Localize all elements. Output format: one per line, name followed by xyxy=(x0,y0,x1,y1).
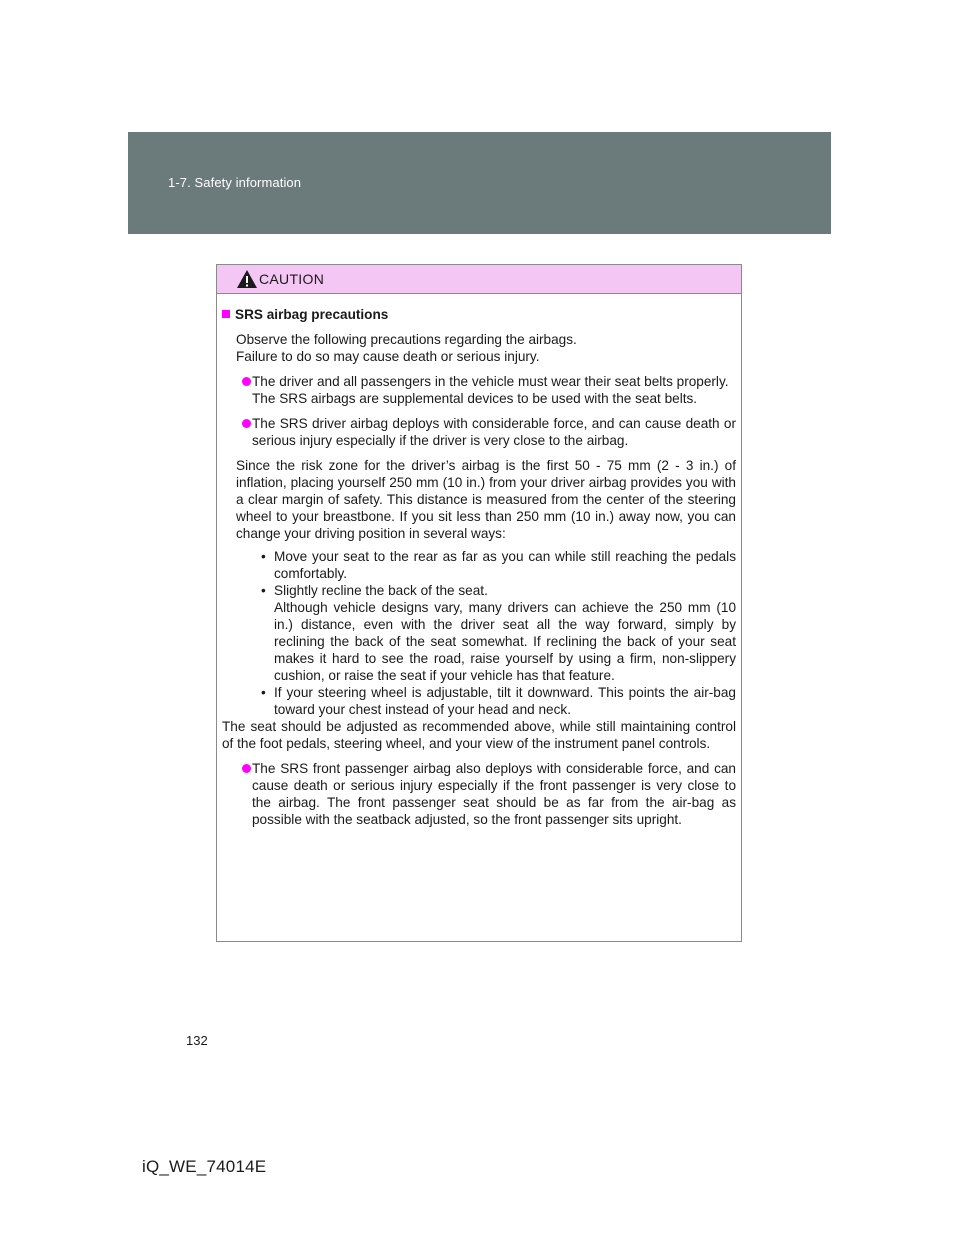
dot-bullet-icon: • xyxy=(261,583,266,598)
passenger-airbag-bullet xyxy=(222,760,736,828)
section-header-band xyxy=(128,132,831,234)
intro-line: Failure to do so may cause death or serious injury. xyxy=(236,349,540,364)
precautions-heading xyxy=(222,306,736,323)
warning-triangle-icon xyxy=(236,269,258,289)
bullet-text: The driver and all passengers in the vehicle must wear their seat belts properly. xyxy=(252,374,729,389)
dot-bullet-icon: • xyxy=(261,549,266,564)
precautions-heading-text: SRS airbag precautions xyxy=(235,307,389,322)
risk-zone-paragraph: Since the risk zone for the driver’s airbag is the first 50 - 75 mm (2 - 3 in.) of inflation, placing yourself 250 mm (10 in.) from your driver airbag provides you with a clear margin of safety. This distance is measured from the center of the steering wheel to your breastbone. If you sit less than 250 mm (10 in.) away now, you can change your driving position in several ways: xyxy=(236,458,736,541)
caution-header xyxy=(217,265,741,294)
driver-airbag-bullet xyxy=(222,415,736,449)
bullet-text: The SRS front passenger airbag also deploys with considerable force, and can cause death or serious injury especially if the front passenger is very close to the airbag. The front passenger seat should be as far from the air-bag as possible with the seatback adjusted, so the front passenger sits upright. xyxy=(252,761,736,827)
intro-paragraph xyxy=(222,331,736,365)
intro-line: Observe the following precautions regarding the airbags. xyxy=(236,332,577,347)
sub-item-text: Although vehicle designs vary, many drivers can achieve the 250 mm (10 in.) distance, even with the driver seat all the way forward, simply by reclining the back of the seat somewhat. If reclining the back of your seat makes it hard to see the road, raise yourself by using a firm, non-slippery cushion, or raise the seat if your vehicle has that feature. xyxy=(274,600,736,683)
caution-content xyxy=(217,294,741,828)
page-number: 132 xyxy=(186,1033,208,1048)
document-code: iQ_WE_74014E xyxy=(142,1157,267,1176)
sub-item xyxy=(222,684,736,718)
bullet-text: The SRS driver airbag deploys with considerable force, and can cause death or serious injury especially if the driver is very close to the airbag. xyxy=(252,416,736,448)
square-bullet-icon xyxy=(222,310,230,318)
section-title: 1-7. Safety information xyxy=(168,175,302,190)
round-bullet-icon xyxy=(242,764,251,773)
sub-item-text: Slightly recline the back of the seat. xyxy=(274,583,488,598)
adjustment-paragraph: The seat should be adjusted as recommended above, while still maintaining control of the foot pedals, steering wheel, and your view of the instrument panel controls. xyxy=(222,719,736,751)
sub-item-text: Move your seat to the rear as far as you can while still reaching the pedals comfortably. xyxy=(274,549,736,581)
caution-label: CAUTION xyxy=(259,271,325,287)
dot-bullet-icon: • xyxy=(261,685,266,700)
bullet-text: The SRS airbags are supplemental devices to be used with the seat belts. xyxy=(252,391,698,406)
round-bullet-icon xyxy=(242,419,251,428)
round-bullet-icon xyxy=(242,377,251,386)
caution-box xyxy=(216,264,742,942)
sub-item xyxy=(222,582,736,684)
sub-item-text: If your steering wheel is adjustable, tilt it downward. This points the air-bag toward your chest instead of your head and neck. xyxy=(274,685,736,717)
sub-item xyxy=(222,548,736,582)
seatbelt-bullet xyxy=(222,373,736,407)
